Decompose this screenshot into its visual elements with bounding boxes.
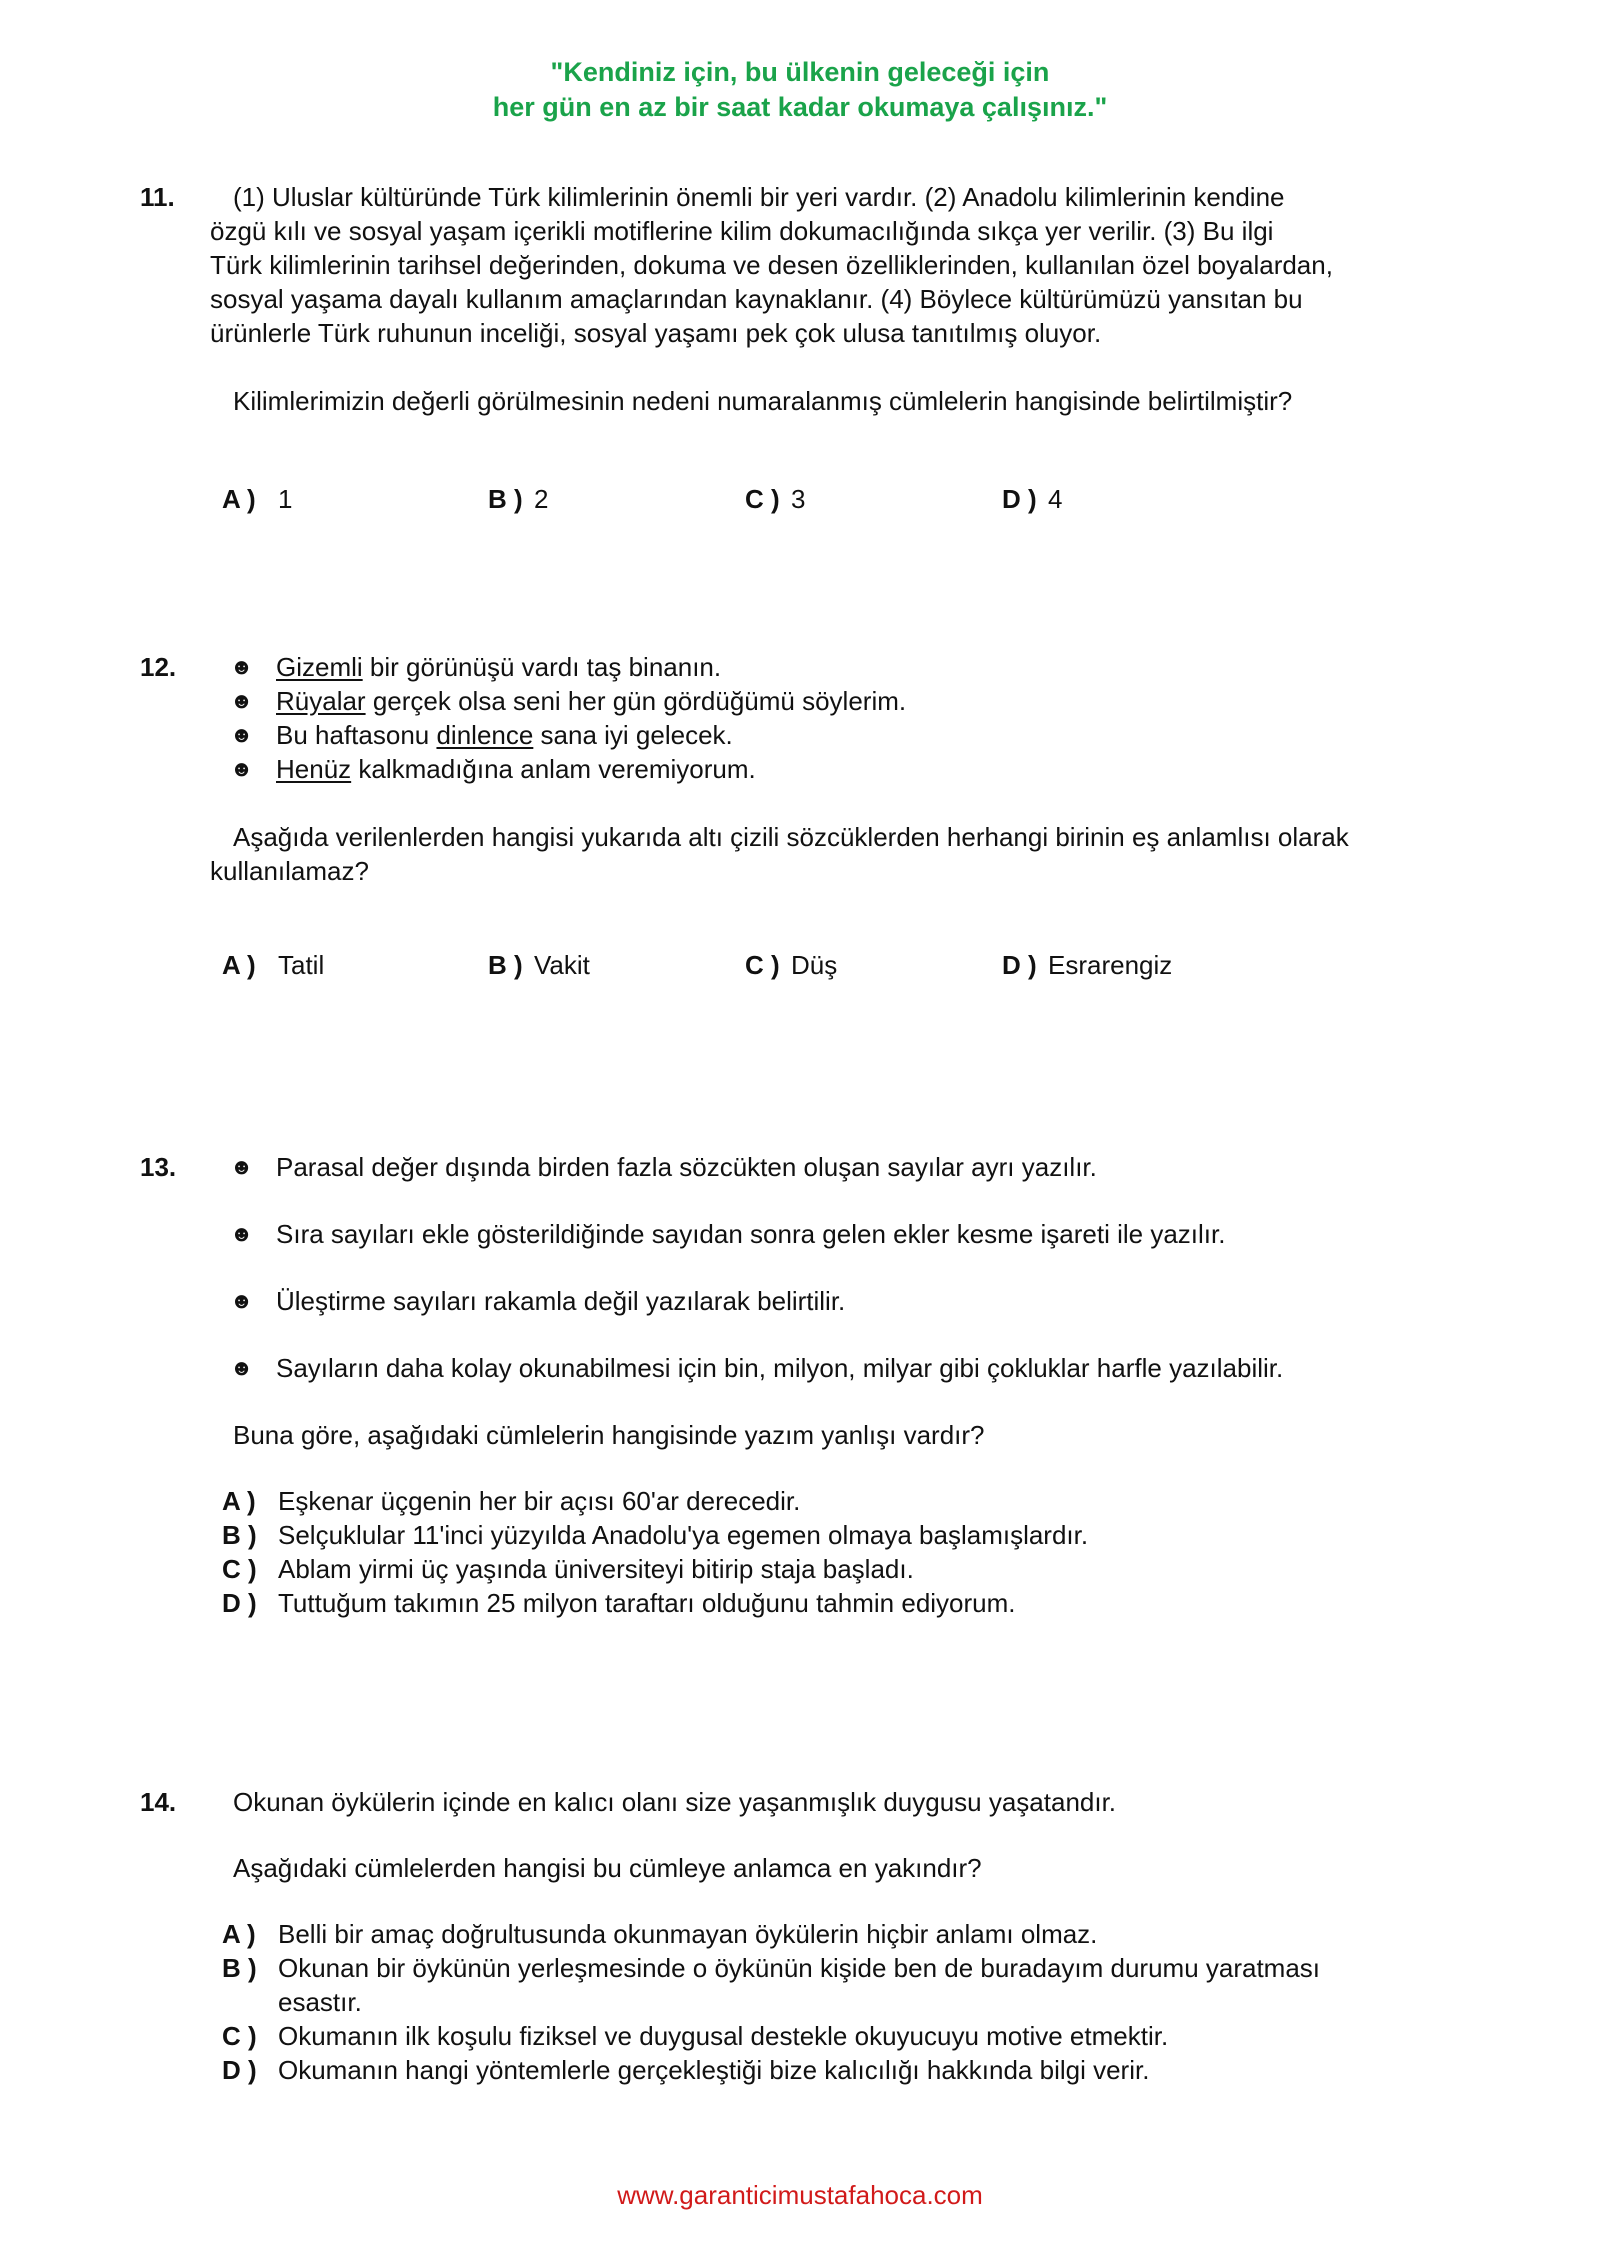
choice-b[interactable] xyxy=(488,948,590,982)
smiley-icon: ☻ xyxy=(230,1288,254,1313)
choice-text: 1 xyxy=(278,484,293,514)
smiley-icon: ☻ xyxy=(230,688,254,713)
choice-c[interactable] xyxy=(222,1552,1400,1586)
choice-text: Okumanın ilk koşulu fiziksel ve duygusal destekle okuyucuyu motive etmektir. xyxy=(278,2021,1169,2051)
question-stem: Kilimlerimizin değerli görülmesinin nedeni numaralanmış cümlelerin hangisinde belirtilmiştir? xyxy=(233,386,1293,416)
choice-label: B ) xyxy=(222,1520,257,1550)
choice-text: 4 xyxy=(1048,484,1063,514)
choice-label: B ) xyxy=(222,1953,257,1983)
choice-label: D ) xyxy=(222,2055,257,2085)
choice-text: Tuttuğum takımın 25 milyon taraftarı olduğunu tahmin ediyorum. xyxy=(278,1588,1016,1618)
choice-label: D ) xyxy=(222,1588,257,1618)
rule-list xyxy=(230,1150,1400,1418)
question-number: 14. xyxy=(140,1787,177,1817)
choice-text: Eşkenar üçgenin her bir açısı 60'ar derecedir. xyxy=(278,1486,801,1516)
smiley-icon: ☻ xyxy=(230,1355,254,1380)
choice-d[interactable] xyxy=(1002,948,1172,982)
question-12-choices xyxy=(140,948,1400,982)
choice-a[interactable] xyxy=(222,482,292,516)
choice-b[interactable] xyxy=(222,1951,1400,2019)
passage-line: Türk kilimlerinin tarihsel değerinden, dokuma ve desen özelliklerinden, kullanılan özel boyalardan, xyxy=(210,250,1333,280)
choice-text: Selçuklular 11'inci yüzyılda Anadolu'ya egemen olmaya başlamışlardır. xyxy=(278,1520,1089,1550)
question-11-choices xyxy=(140,482,1400,516)
underlined-word: Gizemli xyxy=(276,652,363,682)
choice-text: Belli bir amaç doğrultusunda okunmayan öykülerin hiçbir anlamı olmaz. xyxy=(278,1919,1098,1949)
passage-line: ürünlerle Türk ruhunun inceliği, sosyal yaşamı pek çok ulusa tanıtılmış oluyor. xyxy=(210,318,1102,348)
motto-line-1: "Kendiniz için, bu ülkenin geleceği için xyxy=(550,57,1050,87)
list-item xyxy=(230,1150,1400,1217)
question-stem: Aşağıdaki cümlelerden hangisi bu cümleye anlamca en yakındır? xyxy=(233,1853,982,1883)
question-11-passage xyxy=(210,180,1400,418)
footer-url[interactable]: www.garanticimustafahoca.com xyxy=(617,2180,983,2210)
list-item xyxy=(230,752,1400,786)
choice-label: B ) xyxy=(488,950,523,980)
list-item xyxy=(230,718,1400,752)
choice-c[interactable] xyxy=(222,2019,1400,2053)
list-item xyxy=(230,1351,1400,1418)
smiley-icon: ☻ xyxy=(230,1154,254,1179)
sentence-text: gerçek olsa seni her gün gördüğümü söylerim. xyxy=(365,686,907,716)
choice-d[interactable] xyxy=(1002,482,1062,516)
choice-list xyxy=(222,1484,1400,1620)
choice-d[interactable] xyxy=(222,2053,1400,2087)
choice-label: A ) xyxy=(222,484,256,514)
question-number: 11. xyxy=(140,182,175,212)
choice-text-line2: esastır. xyxy=(278,1987,362,2017)
choice-list xyxy=(222,1917,1400,2087)
list-item xyxy=(230,650,1400,684)
choice-c[interactable] xyxy=(745,482,805,516)
smiley-icon: ☻ xyxy=(230,722,254,747)
motto xyxy=(0,55,1600,125)
choice-a[interactable] xyxy=(222,1917,1400,1951)
choice-text: Düş xyxy=(791,950,838,980)
rule-text: Sıra sayıları ekle gösterildiğinde sayıdan sonra gelen ekler kesme işareti ile yazılır. xyxy=(276,1219,1226,1249)
question-number: 13. xyxy=(140,1152,177,1182)
choice-label: B ) xyxy=(488,484,523,514)
sentence-text: bir görünüşü vardı taş binanın. xyxy=(362,652,722,682)
question-statement: Okunan öykülerin içinde en kalıcı olanı size yaşanmışlık duygusu yaşatandır. xyxy=(233,1787,1117,1817)
question-12 xyxy=(140,650,1400,888)
choice-text: Okumanın hangi yöntemlerle gerçekleştiği bize kalıcılığı hakkında bilgi verir. xyxy=(278,2055,1150,2085)
choice-text: Ablam yirmi üç yaşında üniversiteyi bitirip staja başladı. xyxy=(278,1554,914,1584)
choice-label: C ) xyxy=(745,484,780,514)
sentence-list xyxy=(230,650,1400,786)
rule-text: Parasal değer dışında birden fazla sözcükten oluşan sayılar ayrı yazılır. xyxy=(276,1152,1097,1182)
underlined-word: dinlence xyxy=(436,720,534,750)
underlined-word: Rüyalar xyxy=(276,686,366,716)
choice-a[interactable] xyxy=(222,1484,1400,1518)
choice-text: Esrarengiz xyxy=(1048,950,1173,980)
choice-a[interactable] xyxy=(222,948,324,982)
choice-label: A ) xyxy=(222,950,256,980)
choice-text: Tatil xyxy=(278,950,325,980)
choice-label: C ) xyxy=(222,2021,257,2051)
motto-line-2: her gün en az bir saat kadar okumaya çalışınız." xyxy=(492,92,1108,122)
choice-label: C ) xyxy=(222,1554,257,1584)
choice-b[interactable] xyxy=(222,1518,1400,1552)
choice-label: A ) xyxy=(222,1919,256,1949)
choice-b[interactable] xyxy=(488,482,548,516)
question-13 xyxy=(140,1150,1400,1620)
choice-text: 3 xyxy=(791,484,806,514)
choice-label: D ) xyxy=(1002,484,1037,514)
passage-line: sosyal yaşama dayalı kullanım amaçlarından kaynaklanır. (4) Böylece kültürümüzü yansıtan bu xyxy=(210,284,1303,314)
choice-text: Okunan bir öykünün yerleşmesinde o öykünün kişide ben de buradayım durumu yaratması xyxy=(278,1953,1321,1983)
rule-text: Üleştirme sayıları rakamla değil yazılarak belirtilir. xyxy=(276,1286,846,1316)
sentence-text: Bu haftasonu xyxy=(276,720,437,750)
sentence-text: sana iyi gelecek. xyxy=(533,720,733,750)
smiley-icon: ☻ xyxy=(230,654,254,679)
choice-label: D ) xyxy=(1002,950,1037,980)
question-stem: Buna göre, aşağıdaki cümlelerin hangisinde yazım yanlışı vardır? xyxy=(233,1420,985,1450)
choice-label: A ) xyxy=(222,1486,256,1516)
choice-text: Vakit xyxy=(534,950,590,980)
question-stem-line: Aşağıda verilenlerden hangisi yukarıda altı çizili sözcüklerden herhangi birinin eş anlamlısı olarak xyxy=(233,822,1349,852)
choice-label: C ) xyxy=(745,950,780,980)
passage-line: özgü kılı ve sosyal yaşam içerikli motiflerine kilim dokumacılığında sıkça yer verilir. (3) Bu ilgi xyxy=(210,216,1274,246)
smiley-icon: ☻ xyxy=(230,756,254,781)
choice-c[interactable] xyxy=(745,948,837,982)
list-item xyxy=(230,1217,1400,1284)
sentence-text: kalkmadığına anlam veremiyorum. xyxy=(351,754,756,784)
passage-line: (1) Uluslar kültüründe Türk kilimlerinin önemli bir yeri vardır. (2) Anadolu kilimlerinin kendine xyxy=(233,182,1285,212)
question-stem xyxy=(210,820,1400,888)
question-14 xyxy=(140,1785,1400,2087)
list-item xyxy=(230,1284,1400,1351)
choice-text: 2 xyxy=(534,484,549,514)
underlined-word: Henüz xyxy=(276,754,352,784)
rule-text: Sayıların daha kolay okunabilmesi için bin, milyon, milyar gibi çokluklar harfle yazılabilir. xyxy=(276,1353,1284,1383)
question-stem-line: kullanılamaz? xyxy=(210,856,369,886)
choice-d[interactable] xyxy=(222,1586,1400,1620)
smiley-icon: ☻ xyxy=(230,1221,254,1246)
list-item xyxy=(230,684,1400,718)
question-number: 12. xyxy=(140,652,177,682)
question-11 xyxy=(140,180,1400,418)
